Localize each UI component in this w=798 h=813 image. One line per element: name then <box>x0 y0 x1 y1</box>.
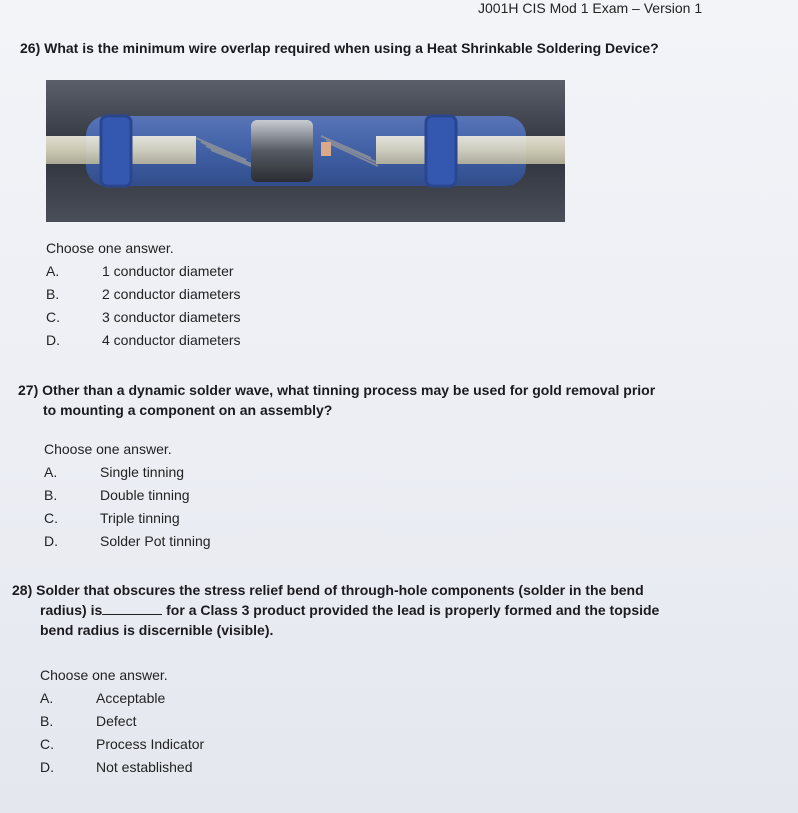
question-26-answer-b[interactable] <box>46 286 241 308</box>
heat-shrink-sleeve-illustration <box>46 80 565 222</box>
question-27-answer-a[interactable] <box>44 464 184 486</box>
question-26-answer-d[interactable] <box>46 332 241 354</box>
question-27-answer-b[interactable] <box>44 487 190 509</box>
answer-letter: A. <box>40 690 54 706</box>
answer-text: Triple tinning <box>100 510 180 526</box>
answer-letter: B. <box>44 487 58 503</box>
question-28-body-line1: Solder that obscures the stress relief bend of through-hole components (solder in the bend <box>36 582 644 598</box>
answer-text: 1 conductor diameter <box>102 263 234 279</box>
answer-letter: D. <box>40 759 54 775</box>
question-26-answer-c[interactable] <box>46 309 241 331</box>
exam-header: J001H CIS Mod 1 Exam – Version 1 <box>478 0 703 16</box>
question-27-body-line1: Other than a dynamic solder wave, what tinning process may be used for gold removal prior <box>42 382 656 398</box>
question-27-number: 27) <box>18 382 39 398</box>
answer-text: Solder Pot tinning <box>100 533 211 549</box>
question-26-body: What is the minimum wire overlap required when using a Heat Shrinkable Soldering Device? <box>44 40 659 56</box>
answer-letter: C. <box>40 736 54 752</box>
question-28-answer-b[interactable] <box>40 713 136 735</box>
answer-letter: C. <box>44 510 58 526</box>
question-28-answer-c[interactable] <box>40 736 204 758</box>
question-26-text <box>20 38 659 58</box>
answer-text: 3 conductor diameters <box>102 309 241 325</box>
heat-shrink-solder-sleeve-image <box>46 80 565 222</box>
answer-letter: B. <box>40 713 54 729</box>
question-27-answer-d[interactable] <box>44 533 211 555</box>
answer-letter: A. <box>44 464 58 480</box>
answer-letter: D. <box>46 332 60 348</box>
answer-blank <box>102 602 162 615</box>
question-28-answer-d[interactable] <box>40 759 193 781</box>
question-28-body-line2b: for a Class 3 product provided the lead is properly formed and the topside <box>166 602 660 618</box>
question-26-answer-a[interactable] <box>46 263 234 285</box>
answer-text: Defect <box>96 713 137 729</box>
question-26-number: 26) <box>20 40 41 56</box>
question-27-answer-c[interactable] <box>44 510 180 532</box>
question-27-prompt: Choose one answer. <box>44 441 172 457</box>
answer-text: Single tinning <box>100 464 185 480</box>
question-28-number: 28) <box>12 582 33 598</box>
answer-letter: B. <box>46 286 60 302</box>
question-28-answer-a[interactable] <box>40 690 165 712</box>
question-26-prompt: Choose one answer. <box>46 240 174 256</box>
question-28-text <box>12 580 782 640</box>
answer-letter: C. <box>46 309 60 325</box>
question-28-body-line3: bend radius is discernible (visible). <box>40 622 274 638</box>
question-28-prompt: Choose one answer. <box>40 667 168 683</box>
answer-text: Not established <box>96 759 193 775</box>
question-27-body-line2: to mounting a component on an assembly? <box>43 402 333 418</box>
answer-text: Double tinning <box>100 487 190 503</box>
answer-text: Process Indicator <box>96 736 205 752</box>
answer-letter: A. <box>46 263 60 279</box>
question-28-body-line2a: radius) is <box>40 602 103 618</box>
question-27-text <box>18 380 778 420</box>
answer-letter: D. <box>44 533 58 549</box>
answer-text: 4 conductor diameters <box>102 332 241 348</box>
answer-text: Acceptable <box>96 690 166 706</box>
answer-text: 2 conductor diameters <box>102 286 241 302</box>
